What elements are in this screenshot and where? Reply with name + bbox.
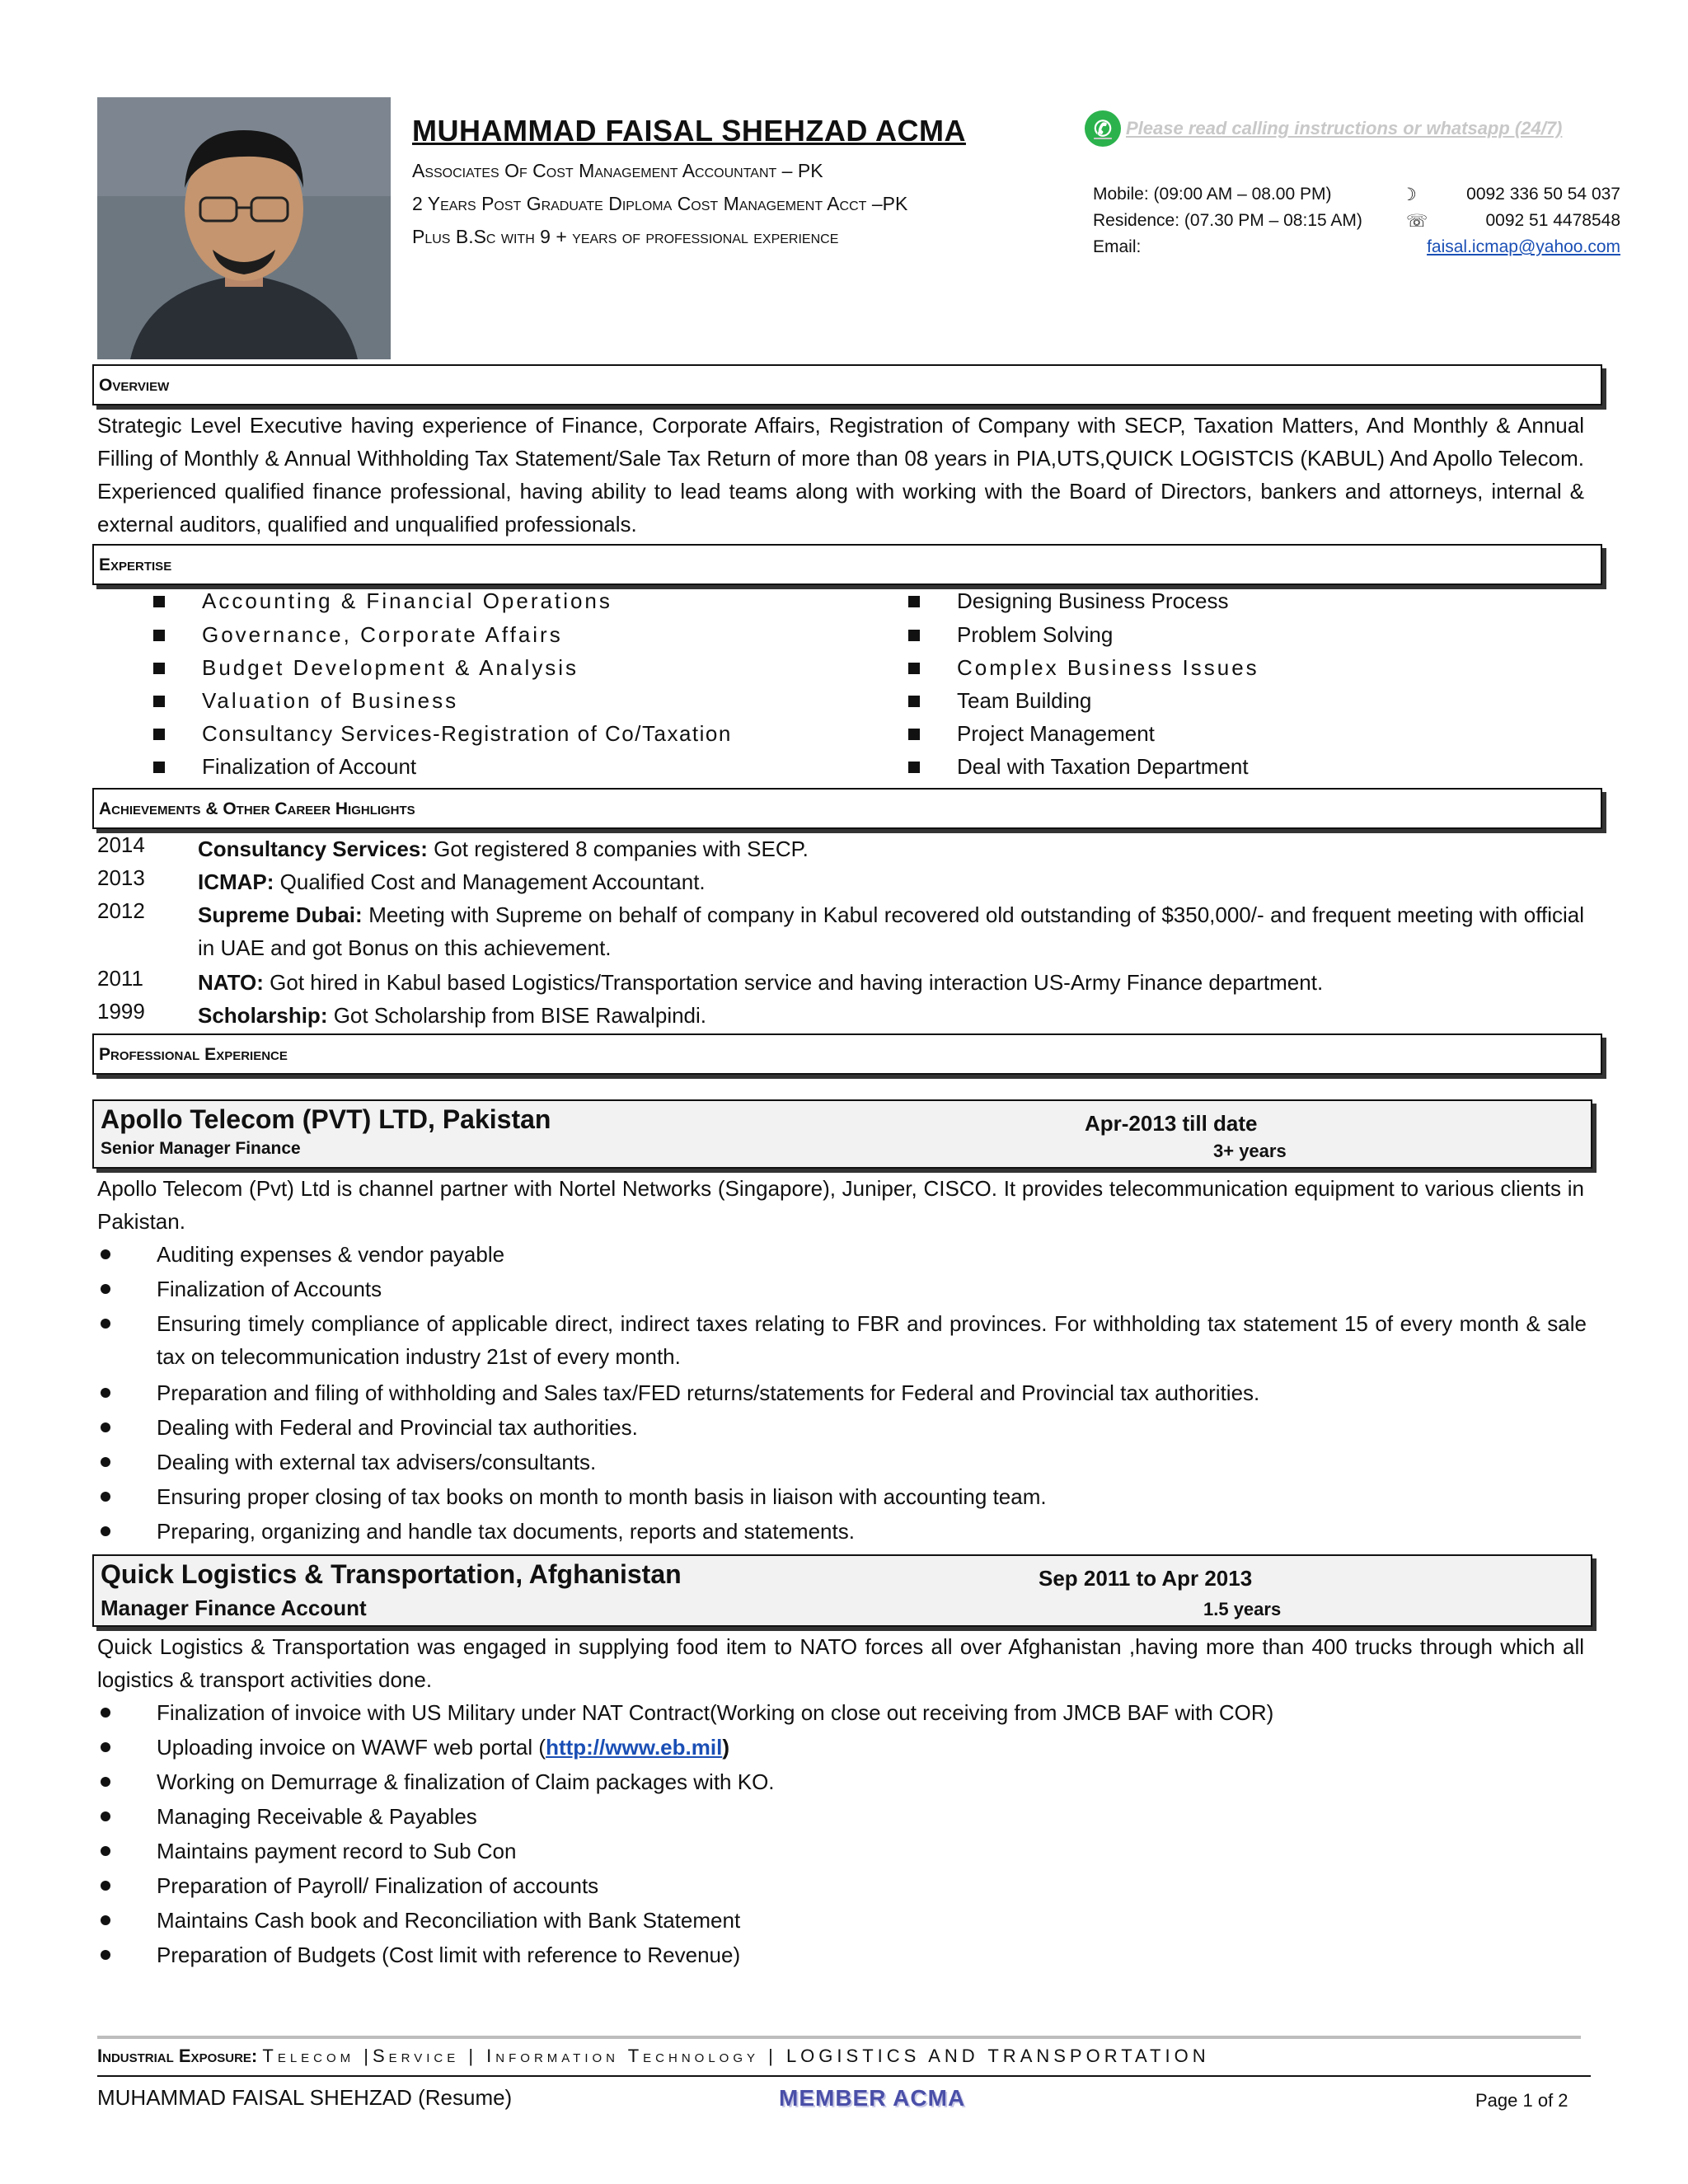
expertise-item: Accounting & Financial Operations (153, 588, 612, 614)
job-bullet: Preparation of Budgets (Cost limit with reference to Revenue) (157, 1938, 1587, 1971)
whatsapp-note[interactable] (1085, 110, 1562, 147)
contact-residence (1093, 211, 1620, 231)
job-bullet: Maintains Cash book and Reconciliation with Bank Statement (157, 1904, 1587, 1937)
qualification-line: Plus B.Sc with 9 + years of professional experience (412, 226, 839, 247)
job-bullet: Finalization of invoice with US Military under NAT Contract(Working on close out receiving from JMCB BAF with COR) (157, 1696, 1587, 1729)
expertise-item: Consultancy Services-Registration of Co/Taxation (153, 721, 732, 747)
member-acma-logo: MEMBER ACMA (779, 2085, 966, 2111)
contact-mobile (1093, 185, 1620, 204)
footer-divider (97, 2036, 1581, 2039)
contact-label: Residence: (07.30 PM – 08:15 AM) (1093, 211, 1362, 230)
contact-value: 0092 51 4478548 (1485, 211, 1620, 230)
expertise-item: Deal with Taxation Department (908, 754, 1249, 780)
expertise-item: Valuation of Business (153, 688, 458, 714)
job-header-quick-logistics (92, 1554, 1592, 1627)
job-bullet: Managing Receivable & Payables (157, 1800, 1587, 1833)
job-bullet: Maintains payment record to Sub Con (157, 1835, 1587, 1868)
job-company: Quick Logistics & Transportation, Afghanistan (101, 1559, 682, 1589)
job-company: Apollo Telecom (PVT) LTD, Pakistan (101, 1104, 551, 1134)
job-duration: 3+ years (1213, 1141, 1287, 1161)
expertise-item: Budget Development & Analysis (153, 655, 579, 681)
overview-text: Strategic Level Executive having experience of Finance, Corporate Affairs, Registration of Company with SECP, Taxation Matters, And Monthly & Annual Filling of Monthly & Annual Withholding Tax Statement/Sale Tax Return of more than 08 years in PIA,UTS,QUICK LOGISTCIS (KABUL) And Apollo Telecom. Experienced qualified finance professional, having ability to lead teams along with working with the Board of Directors, bankers and attorneys, internal & external auditors, qualified and unqualified professionals. (97, 413, 1584, 537)
whatsapp-icon: ✆ (1085, 110, 1121, 147)
job-description: Apollo Telecom (Pvt) Ltd is channel partner with Nortel Networks (Singapore), Juniper, CISCO. It provides telecommunication equipment to various clients in Pakistan. (97, 1176, 1584, 1234)
job-bullet: Preparation of Payroll/ Finalization of accounts (157, 1869, 1587, 1902)
job-role: Senior Manager Finance (101, 1139, 301, 1158)
job-dates: Apr-2013 till date (1085, 1111, 1258, 1136)
footer-resume-name: MUHAMMAD FAISAL SHEHZAD (Resume) (97, 2085, 513, 2110)
contact-label: Email: (1093, 237, 1142, 256)
section-title: Expertise (99, 555, 172, 574)
phone-icon: ☏ (1406, 212, 1428, 231)
section-expertise-header (92, 544, 1602, 585)
section-achievements-header (92, 788, 1602, 829)
job-duration: 1.5 years (1203, 1599, 1282, 1619)
expertise-item: Team Building (908, 688, 1091, 714)
section-overview-header (92, 364, 1602, 405)
job-bullet: Uploading invoice on WAWF web portal (http://www.eb.mil) (157, 1731, 1587, 1764)
job-role: Manager Finance Account (101, 1596, 367, 1620)
job-bullet: Preparation and filing of withholding and Sales tax/FED returns/statements for Federal and Provincial tax authorities. (157, 1376, 1587, 1409)
qualification-line: 2 Years Post Graduate Diploma Cost Management Acct –PK (412, 193, 908, 214)
job-bullet: Finalization of Accounts (157, 1272, 1587, 1305)
footer-rule (97, 2075, 1591, 2077)
industrial-exposure: Industrial Exposure: Telecom |Service | Information Technology | LOGISTICS AND TRANSPORTATION (97, 2046, 1210, 2066)
contact-email (1093, 237, 1620, 257)
job-bullet: Preparing, organizing and handle tax documents, reports and statements. (157, 1515, 1587, 1548)
job-bullet: Dealing with external tax advisers/consultants. (157, 1446, 1587, 1479)
expertise-item: Problem Solving (908, 622, 1113, 648)
section-experience-header (92, 1033, 1602, 1075)
expertise-item: Finalization of Account (153, 754, 416, 780)
whatsapp-note-text: Please read calling instructions or whatsapp (24/7) (1126, 118, 1563, 138)
job-bullet: Auditing expenses & vendor payable (157, 1238, 1587, 1271)
expertise-item: Designing Business Process (908, 588, 1229, 614)
section-title: Overview (99, 376, 170, 395)
job-bullet: Working on Demurrage & finalization of Claim packages with KO. (157, 1765, 1587, 1798)
job-description: Quick Logistics & Transportation was engaged in supplying food item to NATO forces all over Afghanistan ,having more than 400 trucks through which all logistics & transport activities done. (97, 1634, 1584, 1692)
job-bullet: Dealing with Federal and Provincial tax authorities. (157, 1411, 1587, 1444)
profile-photo (97, 97, 391, 359)
contact-label: Mobile: (09:00 AM – 08.00 PM) (1093, 185, 1332, 204)
expertise-item: Complex Business Issues (908, 655, 1259, 681)
page-number: Page 1 of 2 (1475, 2090, 1568, 2111)
job-bullet: Ensuring proper closing of tax books on month to month basis in liaison with accounting team. (157, 1480, 1587, 1513)
contact-value: 0092 336 50 54 037 (1466, 185, 1620, 204)
candidate-name: MUHAMMAD FAISAL SHEHZAD ACMA (412, 114, 966, 148)
section-title: Achievements & Other Career Highlights (99, 799, 415, 818)
job-dates: Sep 2011 to Apr 2013 (1039, 1566, 1253, 1591)
section-title: Professional Experience (99, 1045, 288, 1064)
qualification-line: Associates Of Cost Management Accountant – PK (412, 160, 823, 181)
wawf-link[interactable]: http://www.eb.mil (546, 1735, 723, 1760)
email-link[interactable]: faisal.icmap@yahoo.com (1427, 237, 1620, 256)
expertise-item: Governance, Corporate Affairs (153, 622, 563, 648)
expertise-item: Project Management (908, 721, 1155, 747)
job-header-apollo (92, 1099, 1592, 1169)
mobile-icon: ☽ (1401, 185, 1417, 204)
job-bullet: Ensuring timely compliance of applicable direct, indirect taxes relating to FBR and provinces. For withholding tax statement 15 of every month & sale tax on telecommunication industry 21st of every month. (157, 1307, 1587, 1373)
